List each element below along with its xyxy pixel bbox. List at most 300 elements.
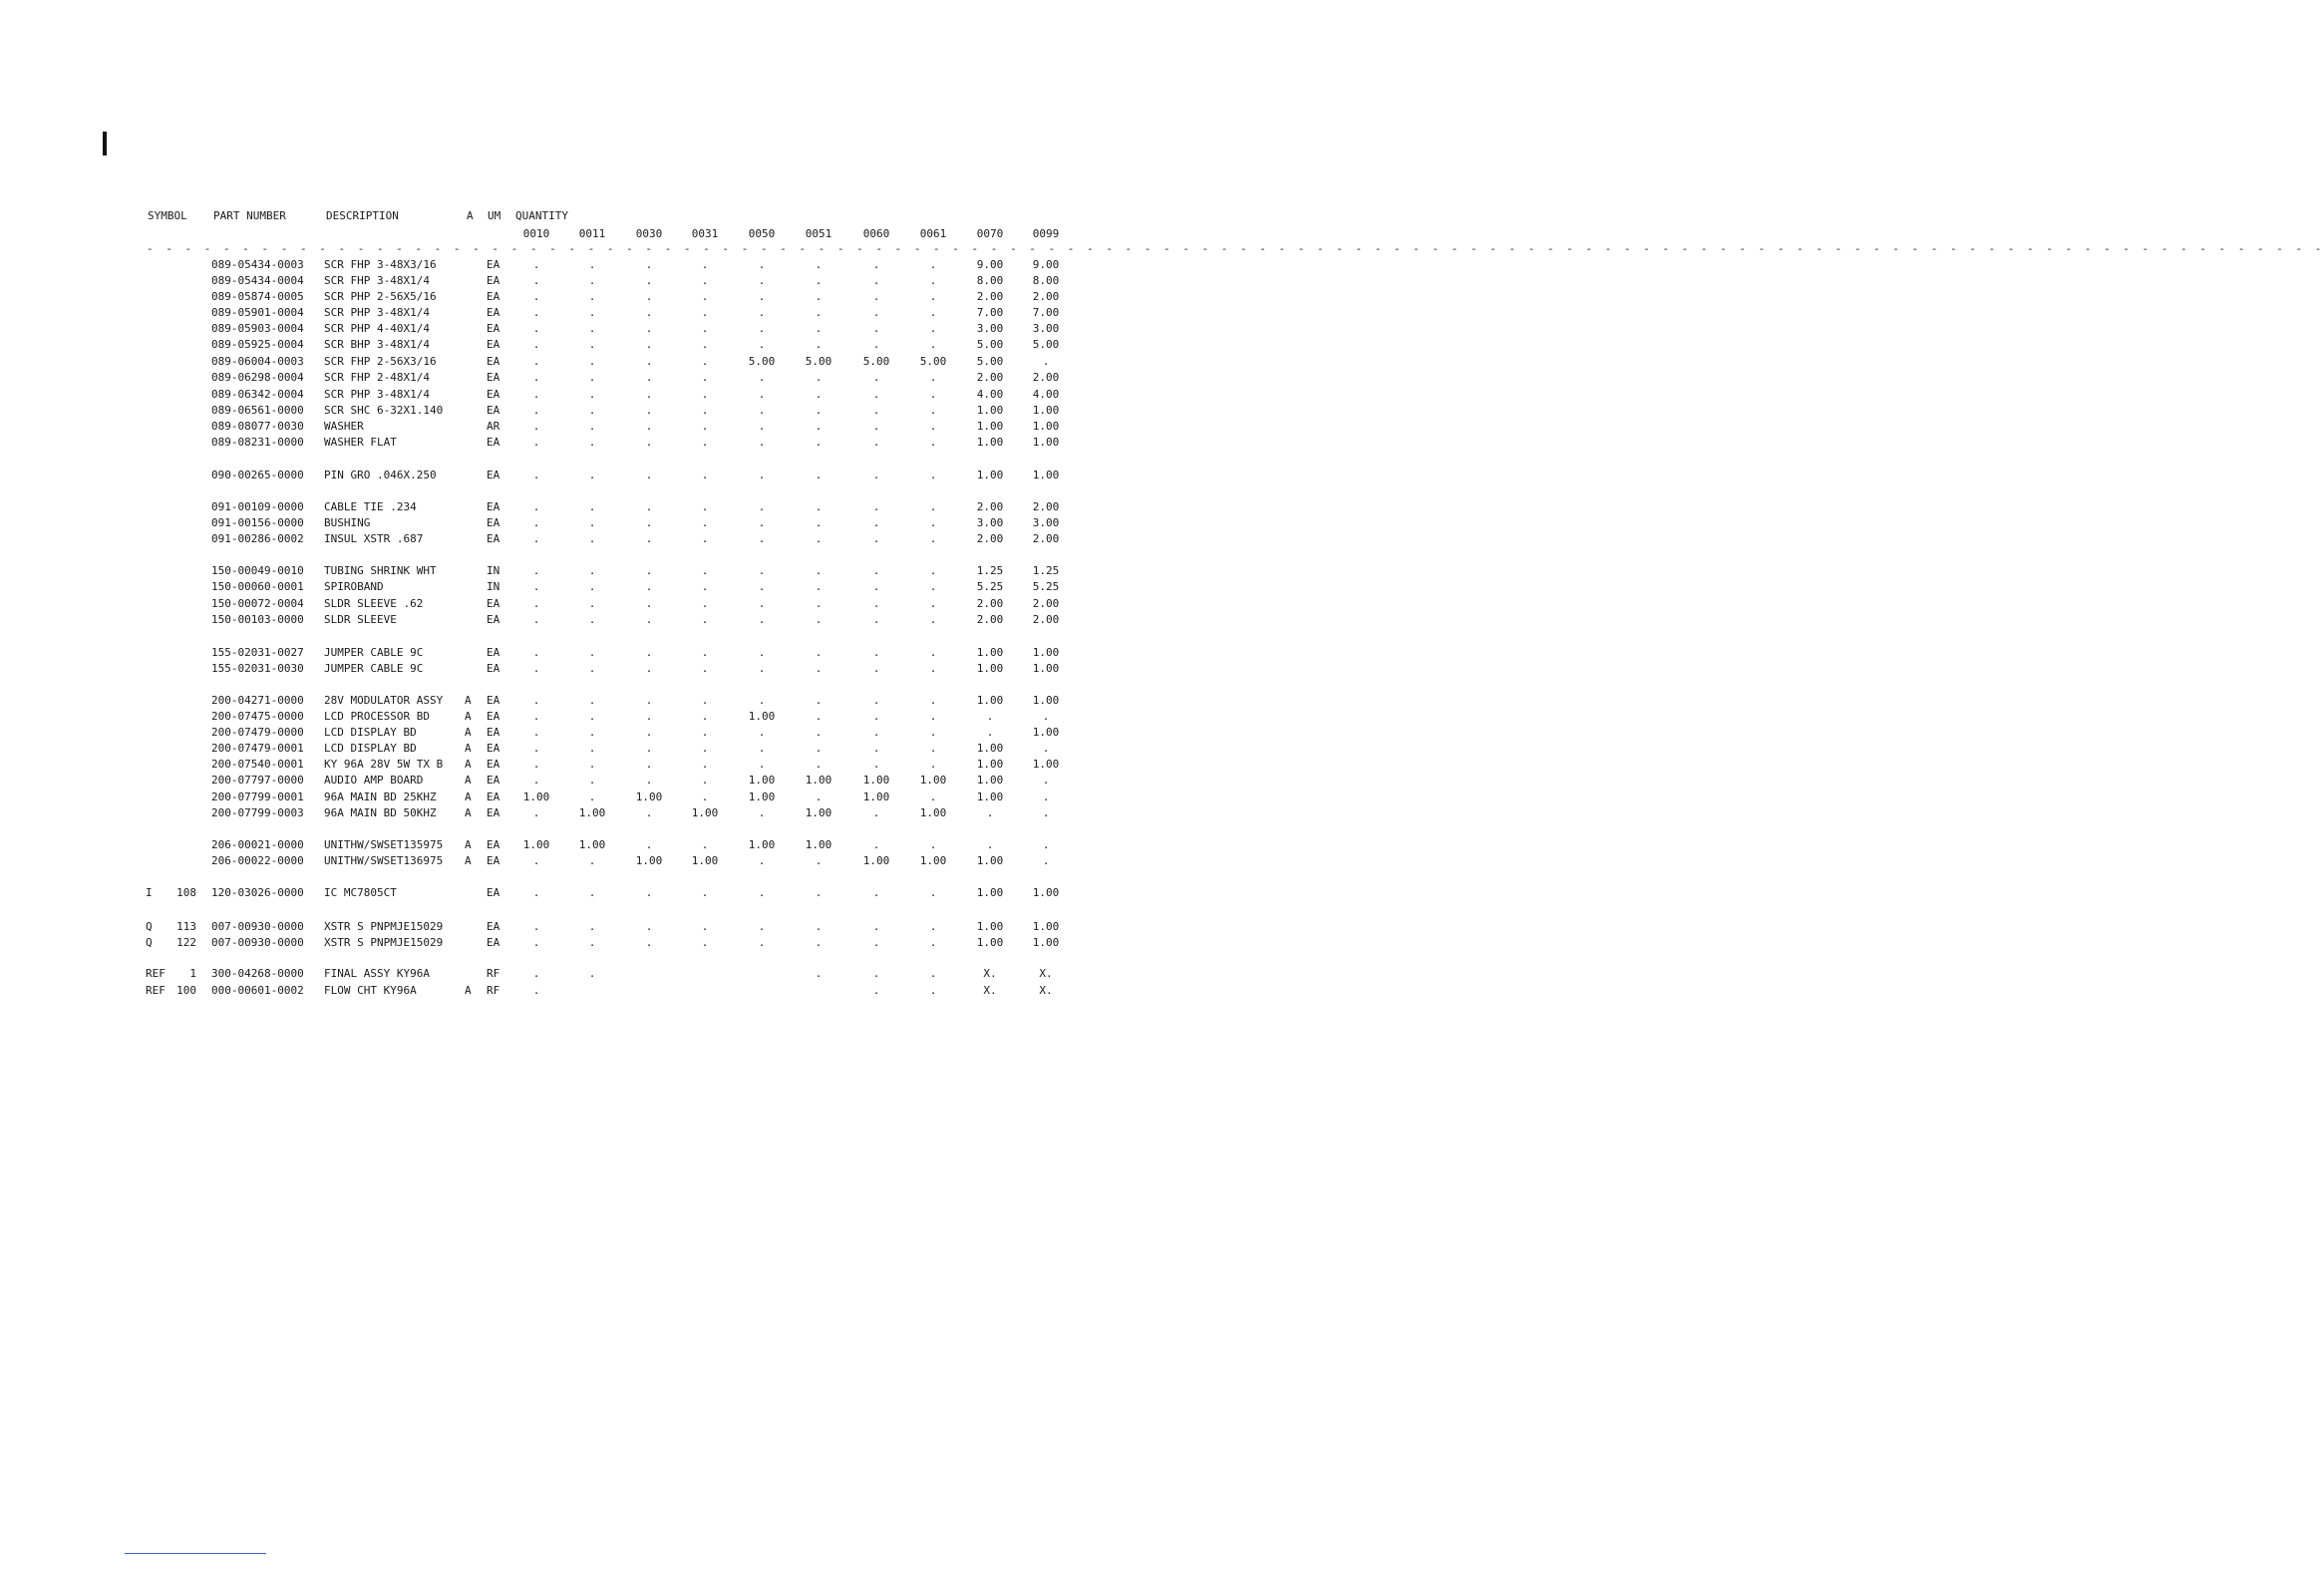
row-description: JUMPER CABLE 9C (324, 662, 424, 675)
row-quantity-cell: . (929, 516, 937, 529)
row-quantity-cell: . (645, 564, 653, 577)
row-quantity-cell: 1.00 (1032, 758, 1060, 771)
row-quantity-cell: . (588, 532, 596, 545)
row-um: EA (487, 436, 500, 449)
row-quantity-cell: . (872, 258, 880, 271)
row-symbol: Q (146, 920, 153, 933)
row-part-number: 200-07797-0000 (211, 774, 304, 787)
row-um: EA (487, 790, 500, 803)
row-quantity-cell: 8.00 (976, 274, 1004, 287)
row-quantity-cell: 2.00 (976, 532, 1004, 545)
row-quantity-cell: 9.00 (976, 258, 1004, 271)
row-quantity-cell: . (872, 646, 880, 659)
row-quantity-cell: . (872, 838, 880, 851)
row-quantity-cell: . (701, 580, 709, 593)
row-um: EA (487, 322, 500, 335)
row-quantity-cell: 4.00 (976, 388, 1004, 401)
row-quantity-cell: . (588, 758, 596, 771)
row-quantity-cell: . (758, 726, 766, 739)
row-quantity-cell: . (532, 290, 540, 303)
row-quantity-cell: . (532, 967, 540, 980)
row-description: WASHER FLAT (324, 436, 397, 449)
row-quantity-cell: . (532, 597, 540, 610)
row-quantity-cell: . (701, 532, 709, 545)
row-quantity-cell: . (815, 306, 823, 319)
row-quantity-cell: . (872, 710, 880, 723)
row-a-flag: A (465, 726, 472, 739)
row-um: EA (487, 854, 500, 867)
row-quantity-cell: . (701, 774, 709, 787)
row-quantity-cell: 5.00 (919, 355, 947, 368)
row-description: SCR PHP 3-48X1/4 (324, 306, 430, 319)
row-quantity-cell: . (532, 662, 540, 675)
row-quantity-cell: . (588, 420, 596, 433)
row-quantity-cell: 1.00 (805, 806, 832, 819)
row-description: WASHER (324, 420, 364, 433)
row-quantity-cell: 8.00 (1032, 274, 1060, 287)
row-quantity-cell: . (532, 774, 540, 787)
row-quantity-cell: . (701, 886, 709, 899)
row-quantity-cell: . (588, 371, 596, 384)
row-symbol-number: 100 (176, 984, 196, 997)
row-quantity-cell: 1.00 (976, 646, 1004, 659)
row-part-number: 091-00286-0002 (211, 532, 304, 545)
row-quantity-cell: 1.00 (748, 774, 776, 787)
row-um: EA (487, 469, 500, 481)
row-quantity-cell: . (872, 597, 880, 610)
row-quantity-cell: . (701, 469, 709, 481)
row-quantity-cell: . (815, 758, 823, 771)
row-quantity-cell: 1.00 (805, 838, 832, 851)
row-symbol: REF (146, 984, 166, 997)
row-quantity-cell: . (758, 388, 766, 401)
row-quantity-cell: . (929, 646, 937, 659)
row-quantity-cell: . (929, 338, 937, 351)
row-quantity-cell: . (758, 371, 766, 384)
row-quantity-cell: 1.00 (1032, 469, 1060, 481)
row-quantity-cell: . (815, 290, 823, 303)
row-quantity-cell: 1.00 (976, 469, 1004, 481)
row-quantity-cell: . (929, 306, 937, 319)
row-quantity-cell: . (986, 806, 994, 819)
row-um: EA (487, 597, 500, 610)
row-part-number: 007-00930-0000 (211, 936, 304, 949)
row-quantity-cell: 3.00 (1032, 516, 1060, 529)
row-quantity-cell: . (532, 694, 540, 707)
row-um: EA (487, 920, 500, 933)
row-part-number: 206-00021-0000 (211, 838, 304, 851)
row-part-number: 200-07475-0000 (211, 710, 304, 723)
row-quantity-cell: . (872, 806, 880, 819)
row-quantity-cell: . (645, 355, 653, 368)
row-quantity-cell: . (758, 662, 766, 675)
row-quantity-cell: . (532, 758, 540, 771)
row-quantity-cell: . (645, 371, 653, 384)
row-quantity-cell: . (758, 613, 766, 626)
row-quantity-cell: . (532, 886, 540, 899)
row-quantity-cell: 1.00 (635, 790, 663, 803)
row-quantity-cell: 2.00 (1032, 613, 1060, 626)
row-quantity-cell: 5.00 (862, 355, 890, 368)
row-quantity-cell: 1.00 (1032, 726, 1060, 739)
row-um: IN (487, 564, 500, 577)
row-description: XSTR S PNPMJE15029 (324, 920, 444, 933)
row-quantity-cell: . (532, 742, 540, 755)
row-quantity-cell: . (645, 613, 653, 626)
quantity-column-header: 0051 (805, 227, 832, 240)
row-um: EA (487, 355, 500, 368)
row-quantity-cell: 1.00 (976, 854, 1004, 867)
row-quantity-cell: . (758, 306, 766, 319)
header-symbol: SYMBOL (148, 209, 187, 222)
row-quantity-cell: . (872, 500, 880, 513)
row-quantity-cell: . (929, 404, 937, 417)
quantity-column-header: 0030 (635, 227, 663, 240)
row-description: SCR FHP 2-48X1/4 (324, 371, 430, 384)
row-quantity-cell: . (815, 613, 823, 626)
row-description: SCR BHP 3-48X1/4 (324, 338, 430, 351)
row-description: FLOW CHT KY96A (324, 984, 417, 997)
row-quantity-cell: . (588, 338, 596, 351)
row-um: EA (487, 388, 500, 401)
row-description: SCR PHP 3-48X1/4 (324, 388, 430, 401)
row-quantity-cell: . (758, 322, 766, 335)
row-quantity-cell: 1.00 (1032, 420, 1060, 433)
row-quantity-cell: . (1042, 355, 1050, 368)
row-part-number: 089-08231-0000 (211, 436, 304, 449)
row-quantity-cell: . (872, 404, 880, 417)
row-quantity-cell: . (815, 274, 823, 287)
row-part-number: 150-00072-0004 (211, 597, 304, 610)
row-part-number: 089-06342-0004 (211, 388, 304, 401)
row-quantity-cell: . (701, 258, 709, 271)
row-quantity-cell: 5.25 (976, 580, 1004, 593)
row-quantity-cell: . (645, 838, 653, 851)
row-quantity-cell: . (929, 469, 937, 481)
row-quantity-cell: . (929, 322, 937, 335)
row-um: EA (487, 936, 500, 949)
row-symbol-number: 108 (176, 886, 196, 899)
row-quantity-cell: . (701, 355, 709, 368)
row-um: EA (487, 613, 500, 626)
row-part-number: 089-05434-0004 (211, 274, 304, 287)
row-part-number: 150-00103-0000 (211, 613, 304, 626)
row-quantity-cell: . (645, 580, 653, 593)
row-quantity-cell: . (645, 726, 653, 739)
row-part-number: 200-04271-0000 (211, 694, 304, 707)
row-quantity-cell: . (815, 322, 823, 335)
row-quantity-cell: . (872, 936, 880, 949)
row-quantity-cell: 1.00 (976, 694, 1004, 707)
row-quantity-cell: . (758, 290, 766, 303)
row-quantity-cell: . (872, 388, 880, 401)
row-quantity-cell: . (815, 580, 823, 593)
row-quantity-cell: . (872, 371, 880, 384)
row-quantity-cell: . (532, 516, 540, 529)
row-part-number: 155-02031-0030 (211, 662, 304, 675)
row-quantity-cell: . (815, 469, 823, 481)
row-quantity-cell: . (701, 436, 709, 449)
row-quantity-cell: . (1042, 774, 1050, 787)
row-quantity-cell: . (929, 290, 937, 303)
row-quantity-cell: . (588, 742, 596, 755)
row-quantity-cell: . (588, 854, 596, 867)
row-quantity-cell: X. (983, 967, 997, 980)
row-quantity-cell: . (758, 564, 766, 577)
row-quantity-cell: . (701, 662, 709, 675)
row-quantity-cell: . (815, 516, 823, 529)
row-quantity-cell: . (1042, 710, 1050, 723)
row-description: SLDR SLEEVE (324, 613, 397, 626)
row-symbol-number: 122 (176, 936, 196, 949)
row-part-number: 206-00022-0000 (211, 854, 304, 867)
quantity-column-header: 0061 (919, 227, 947, 240)
row-quantity-cell: 3.00 (976, 322, 1004, 335)
row-description: LCD DISPLAY BD (324, 726, 417, 739)
row-quantity-cell: . (701, 710, 709, 723)
row-quantity-cell: . (758, 338, 766, 351)
row-a-flag: A (465, 984, 472, 997)
row-quantity-cell: . (872, 886, 880, 899)
row-symbol-number: 1 (189, 967, 196, 980)
header-um: UM (488, 209, 501, 222)
row-description: SCR SHC 6-32X1.140 (324, 404, 444, 417)
row-quantity-cell: . (929, 580, 937, 593)
row-quantity-cell: . (645, 420, 653, 433)
row-um: EA (487, 371, 500, 384)
row-part-number: 200-07479-0001 (211, 742, 304, 755)
row-quantity-cell: . (588, 662, 596, 675)
row-quantity-cell: . (701, 322, 709, 335)
row-um: EA (487, 404, 500, 417)
header-separator: - - - - - - - - - - - - - - - - - - - - - - - - - - - - - - - - - - - - - - - - - - - - - - - - - - - - - - - - - - - - - - - - - - - - - - - - - - - - - - - - - - - - - - - - - - - - - - - - - - - - - - - - - - - - - - - - - - (147, 242, 2324, 255)
row-quantity-cell: . (532, 436, 540, 449)
row-part-number: 200-07799-0003 (211, 806, 304, 819)
row-quantity-cell: . (929, 388, 937, 401)
row-quantity-cell: . (701, 338, 709, 351)
row-quantity-cell: . (929, 662, 937, 675)
row-quantity-cell: . (815, 436, 823, 449)
row-quantity-cell: . (758, 920, 766, 933)
row-a-flag: A (465, 774, 472, 787)
row-description: KY 96A 28V 5W TX B (324, 758, 444, 771)
row-quantity-cell: 1.00 (691, 806, 719, 819)
row-quantity-cell: . (588, 322, 596, 335)
row-quantity-cell: . (645, 274, 653, 287)
row-part-number: 000-00601-0002 (211, 984, 304, 997)
row-quantity-cell: . (645, 532, 653, 545)
row-part-number: 091-00109-0000 (211, 500, 304, 513)
row-um: EA (487, 758, 500, 771)
row-description: CABLE TIE .234 (324, 500, 417, 513)
row-quantity-cell: 1.00 (976, 886, 1004, 899)
row-quantity-cell: . (588, 306, 596, 319)
row-quantity-cell: . (532, 936, 540, 949)
row-part-number: 089-06298-0004 (211, 371, 304, 384)
row-quantity-cell: 1.00 (522, 838, 550, 851)
row-description: SCR FHP 3-48X1/4 (324, 274, 430, 287)
row-part-number: 090-00265-0000 (211, 469, 304, 481)
row-quantity-cell: . (532, 274, 540, 287)
row-quantity-cell: 7.00 (976, 306, 1004, 319)
row-quantity-cell: . (815, 371, 823, 384)
row-quantity-cell: . (701, 306, 709, 319)
row-um: EA (487, 838, 500, 851)
row-um: EA (487, 338, 500, 351)
row-part-number: 089-08077-0030 (211, 420, 304, 433)
row-quantity-cell: 1.00 (1032, 436, 1060, 449)
row-quantity-cell: 1.00 (748, 710, 776, 723)
row-quantity-cell: 1.00 (862, 790, 890, 803)
row-symbol: REF (146, 967, 166, 980)
row-um: AR (487, 420, 500, 433)
row-um: EA (487, 516, 500, 529)
row-quantity-cell: . (758, 532, 766, 545)
row-quantity-cell: . (929, 936, 937, 949)
row-quantity-cell: . (645, 597, 653, 610)
quantity-column-header: 0070 (976, 227, 1004, 240)
row-quantity-cell: 1.00 (976, 662, 1004, 675)
row-quantity-cell: . (815, 564, 823, 577)
row-quantity-cell: . (701, 371, 709, 384)
row-part-number: 089-05925-0004 (211, 338, 304, 351)
row-description: 28V MODULATOR ASSY (324, 694, 444, 707)
row-quantity-cell: 1.25 (1032, 564, 1060, 577)
row-quantity-cell: . (532, 338, 540, 351)
row-a-flag: A (465, 694, 472, 707)
row-quantity-cell: . (645, 806, 653, 819)
row-description: SCR PHP 2-56X5/16 (324, 290, 437, 303)
row-quantity-cell: . (815, 726, 823, 739)
row-quantity-cell: . (588, 404, 596, 417)
row-um: IN (487, 580, 500, 593)
row-quantity-cell: . (532, 984, 540, 997)
row-quantity-cell: . (645, 258, 653, 271)
row-quantity-cell: . (701, 936, 709, 949)
quantity-column-header: 0031 (691, 227, 719, 240)
row-quantity-cell: . (645, 710, 653, 723)
row-quantity-cell: . (815, 790, 823, 803)
row-quantity-cell: . (701, 404, 709, 417)
row-quantity-cell: . (872, 290, 880, 303)
row-quantity-cell: . (588, 274, 596, 287)
row-part-number: 155-02031-0027 (211, 646, 304, 659)
row-quantity-cell: 1.00 (805, 774, 832, 787)
row-quantity-cell: . (645, 936, 653, 949)
row-quantity-cell: . (701, 388, 709, 401)
row-quantity-cell: . (532, 564, 540, 577)
row-symbol: I (146, 886, 153, 899)
row-description: PIN GRO .046X.250 (324, 469, 437, 481)
row-quantity-cell: . (588, 258, 596, 271)
row-quantity-cell: . (645, 694, 653, 707)
row-quantity-cell: . (588, 436, 596, 449)
row-quantity-cell: 1.00 (862, 854, 890, 867)
row-description: SCR PHP 4-40X1/4 (324, 322, 430, 335)
row-part-number: 300-04268-0000 (211, 967, 304, 980)
row-quantity-cell: . (758, 597, 766, 610)
row-symbol-number: 113 (176, 920, 196, 933)
row-quantity-cell: . (1042, 790, 1050, 803)
row-quantity-cell: . (588, 613, 596, 626)
row-quantity-cell: . (929, 838, 937, 851)
row-quantity-cell: . (758, 646, 766, 659)
row-quantity-cell: 1.00 (691, 854, 719, 867)
row-um: EA (487, 646, 500, 659)
row-quantity-cell: 1.00 (1032, 920, 1060, 933)
row-quantity-cell: . (701, 758, 709, 771)
row-quantity-cell: . (532, 404, 540, 417)
row-quantity-cell: . (701, 920, 709, 933)
row-quantity-cell: . (872, 580, 880, 593)
quantity-column-header: 0011 (578, 227, 606, 240)
row-description: SLDR SLEEVE .62 (324, 597, 424, 610)
row-quantity-cell: 1.00 (976, 436, 1004, 449)
row-symbol: Q (146, 936, 153, 949)
row-quantity-cell: 1.00 (748, 790, 776, 803)
row-quantity-cell: . (929, 371, 937, 384)
header-description: DESCRIPTION (326, 209, 399, 222)
row-quantity-cell: . (1042, 806, 1050, 819)
row-quantity-cell: 2.00 (1032, 371, 1060, 384)
row-quantity-cell: . (532, 355, 540, 368)
row-quantity-cell: . (588, 694, 596, 707)
row-quantity-cell: . (929, 710, 937, 723)
row-description: LCD DISPLAY BD (324, 742, 417, 755)
row-quantity-cell: 1.00 (976, 420, 1004, 433)
row-quantity-cell: . (588, 920, 596, 933)
header-quantity: QUANTITY (515, 209, 568, 222)
row-a-flag: A (465, 854, 472, 867)
row-quantity-cell: . (815, 646, 823, 659)
row-quantity-cell: 1.00 (976, 774, 1004, 787)
row-quantity-cell: . (645, 516, 653, 529)
row-quantity-cell: . (815, 886, 823, 899)
row-quantity-cell: . (588, 355, 596, 368)
row-quantity-cell: . (588, 886, 596, 899)
row-description: AUDIO AMP BOARD (324, 774, 424, 787)
quantity-column-header: 0050 (748, 227, 776, 240)
row-part-number: 089-06004-0003 (211, 355, 304, 368)
row-quantity-cell: . (588, 388, 596, 401)
row-quantity-cell: . (872, 338, 880, 351)
row-quantity-cell: . (532, 388, 540, 401)
row-quantity-cell: . (1042, 742, 1050, 755)
row-quantity-cell: . (645, 469, 653, 481)
row-quantity-cell: . (929, 694, 937, 707)
row-quantity-cell: . (532, 322, 540, 335)
row-quantity-cell: . (532, 306, 540, 319)
row-quantity-cell: . (532, 500, 540, 513)
row-um: EA (487, 774, 500, 787)
row-quantity-cell: . (645, 646, 653, 659)
row-quantity-cell: . (815, 694, 823, 707)
row-quantity-cell: . (758, 742, 766, 755)
row-quantity-cell: . (872, 322, 880, 335)
row-quantity-cell: . (645, 290, 653, 303)
row-quantity-cell: 1.00 (1032, 886, 1060, 899)
row-quantity-cell: . (815, 338, 823, 351)
row-quantity-cell: . (758, 580, 766, 593)
row-quantity-cell: . (588, 646, 596, 659)
row-a-flag: A (465, 838, 472, 851)
row-quantity-cell: . (815, 742, 823, 755)
row-quantity-cell: . (929, 726, 937, 739)
row-a-flag: A (465, 742, 472, 755)
row-um: EA (487, 532, 500, 545)
row-quantity-cell: . (701, 516, 709, 529)
row-part-number: 200-07479-0000 (211, 726, 304, 739)
